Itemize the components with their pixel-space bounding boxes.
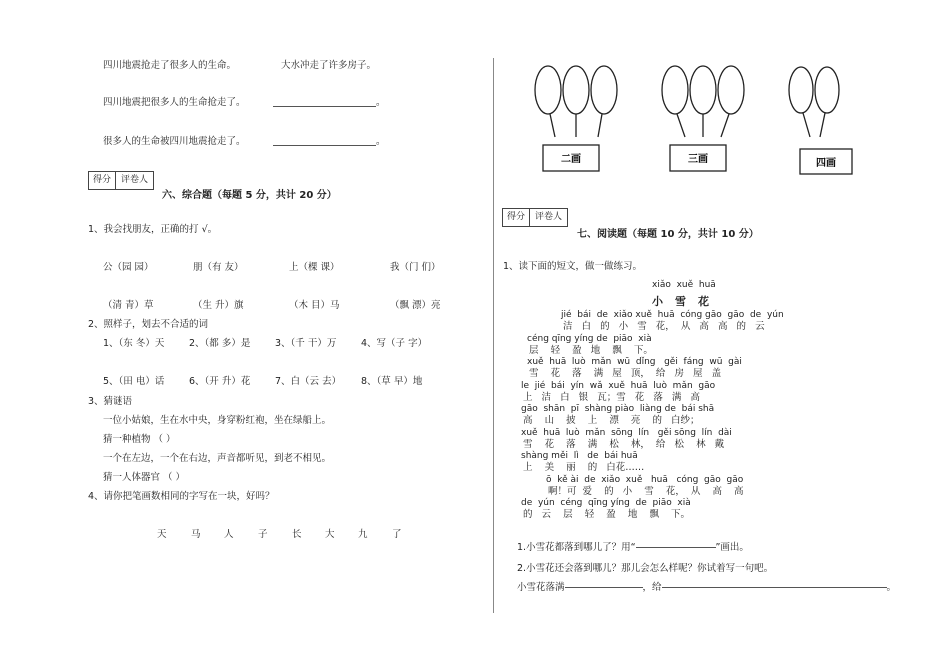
reviewer-label: 评卷人 bbox=[534, 212, 562, 222]
q2-option-2[interactable]: 3、（千 干）万 bbox=[275, 338, 337, 349]
story-title-pinyin: xiǎo xuě huā bbox=[652, 280, 716, 290]
balloon-label-two: 二画 bbox=[561, 154, 581, 165]
q1-option-0[interactable]: 公（园 园） bbox=[103, 262, 154, 273]
story-line-6: 上 美 丽 的 白花…… bbox=[523, 462, 645, 473]
reading-question-2: 2.小雪花还会落到哪儿？那儿会怎么样呢？你试着写一句吧。 bbox=[517, 563, 774, 574]
page-divider bbox=[493, 58, 494, 613]
q2-option-2[interactable]: 7、白（云 去） bbox=[275, 376, 342, 387]
story-pinyin-8: de yún céng qīng yíng de piāo xià bbox=[521, 498, 691, 508]
answer-blank-1[interactable] bbox=[273, 106, 376, 107]
character-6: 九 bbox=[358, 529, 368, 540]
q1-option-1[interactable]: （生 升）旗 bbox=[193, 300, 244, 311]
sentence-line-1: 大水冲走了许多房子。 bbox=[281, 60, 377, 71]
story-line-7: 啊！可 爱 的 小 雪 花， 从 高 高 bbox=[548, 485, 744, 497]
story-title: 小雪花 bbox=[652, 295, 721, 308]
character-0: 天 bbox=[157, 529, 167, 540]
riddle2: 一个在左边，一个在右边，声音都听见，到老不相见。 bbox=[103, 453, 332, 464]
character-7: 了 bbox=[392, 529, 402, 540]
balloon-group-two bbox=[535, 66, 617, 171]
riddle1-answer[interactable]: 猜一种植物 （ ） bbox=[103, 434, 176, 445]
q2-option-3[interactable]: 8、（草 早）地 bbox=[361, 376, 423, 387]
q4-text: 4、请你把笔画数相同的字写在一块，好吗？ bbox=[88, 491, 275, 502]
fill-blank-2[interactable] bbox=[662, 587, 887, 588]
story-line-3: 上 洁 白 银 瓦；雪 花 落 满 高 bbox=[523, 391, 700, 403]
underline-blank[interactable] bbox=[636, 547, 716, 548]
q2-text: 2、照样子，划去不合适的词 bbox=[88, 319, 209, 330]
character-1: 马 bbox=[191, 529, 201, 540]
story-pinyin-6: shàng měi lì de bái huā bbox=[521, 451, 638, 461]
riddle1: 一位小姑娘，生在水中央，身穿粉红袍，坐在绿船上。 bbox=[103, 415, 332, 426]
q2-option-0[interactable]: 5、（田 电）话 bbox=[103, 376, 165, 387]
reading-question-1: 1.小雪花都落到哪儿了？用“ ”画出。 bbox=[517, 542, 749, 553]
character-4: 长 bbox=[292, 529, 302, 540]
q2-option-1[interactable]: 2、（都 多）是 bbox=[189, 338, 251, 349]
balloon-group-four bbox=[789, 67, 852, 174]
q2-option-0[interactable]: 1、（东 冬）天 bbox=[103, 338, 165, 349]
fill-line: 小雪花落满 ，给 。 bbox=[517, 582, 897, 593]
score-label: 得分 bbox=[506, 212, 525, 222]
sentence-line-4: 很多人的生命被四川地震抢走了。 bbox=[103, 136, 246, 147]
fill-blank-1[interactable] bbox=[565, 587, 643, 588]
story-line-2: 雪 花 落 满 屋 顶， 给 房 屋 盖 bbox=[529, 368, 722, 379]
balloon-diagram bbox=[520, 55, 860, 180]
story-pinyin-3: le jié bái yín wǎ xuě huā luò mǎn gāo bbox=[521, 380, 716, 391]
character-3: 子 bbox=[258, 529, 268, 540]
sentence-line-3: 。 bbox=[376, 97, 386, 108]
q1-option-2[interactable]: 上（棵 课） bbox=[289, 262, 340, 273]
score-box-section7 bbox=[502, 208, 568, 227]
balloon-label-three: 三画 bbox=[688, 154, 708, 165]
section7-title: 七、阅读题（每题 10 分，共计 10 分） bbox=[577, 229, 759, 240]
q1-option-3[interactable]: （飘 漂）亮 bbox=[390, 300, 441, 311]
answer-blank-2[interactable] bbox=[273, 145, 376, 146]
q1-option-3[interactable]: 我（门 们） bbox=[390, 262, 441, 273]
story-line-5: 雪 花 落 满 松 林， 给 松 林 戴 bbox=[523, 438, 725, 450]
q1-text: 1、我会找朋友，正确的打 √。 bbox=[88, 224, 218, 235]
story-pinyin-5: xuě huā luò mǎn sōng lín gěi sōng lín dài bbox=[521, 427, 732, 438]
story-pinyin-7: ō kě ài de xiǎo xuě huā cóng gāo gāo bbox=[546, 474, 744, 485]
story-pinyin-0: jié bái de xiǎo xuě huā cóng gāo gāo de yún bbox=[561, 310, 784, 320]
q2-option-1[interactable]: 6、（开 升）花 bbox=[189, 376, 251, 387]
balloon-label-four: 四画 bbox=[816, 158, 836, 169]
story-pinyin-2: xuě huā luò mǎn wū dǐng gěi fáng wū gài bbox=[527, 357, 742, 367]
q1-option-0[interactable]: （清 青）草 bbox=[103, 300, 154, 311]
score-box-section6 bbox=[88, 171, 154, 190]
story-line-8: 的 云 层 轻 盈 地 飘 下。 bbox=[523, 509, 691, 520]
story-pinyin-1: céng qīng yíng de piāo xià bbox=[527, 333, 652, 344]
q1-option-2[interactable]: （木 目）马 bbox=[289, 300, 340, 311]
sentence-line-5: 。 bbox=[376, 136, 386, 147]
q3-text: 3、猜谜语 bbox=[88, 396, 133, 407]
q2-option-3[interactable]: 4、写（子 字） bbox=[361, 338, 428, 349]
character-5: 大 bbox=[325, 529, 335, 540]
section6-title: 六、综合题（每题 5 分，共计 20 分） bbox=[162, 190, 337, 201]
q1-option-1[interactable]: 朋（有 友） bbox=[193, 262, 244, 273]
story-line-0: 洁 白 的 小 雪 花， 从 高 高 的 云 bbox=[563, 321, 765, 332]
character-2: 人 bbox=[224, 529, 234, 540]
score-label: 得分 bbox=[92, 175, 111, 185]
reading-q1: 1、读下面的短文，做一做练习。 bbox=[503, 261, 643, 272]
balloon-group-three bbox=[662, 66, 744, 171]
reviewer-label: 评卷人 bbox=[120, 175, 148, 185]
story-line-4: 高 山 披 上 漂 亮 的 白纱； bbox=[523, 415, 700, 426]
sentence-line-0: 四川地震抢走了很多人的生命。 bbox=[103, 60, 237, 71]
sentence-line-2: 四川地震把很多人的生命抢走了。 bbox=[103, 97, 246, 108]
story-line-1: 层 轻 盈 地 飘 下。 bbox=[529, 344, 653, 356]
story-pinyin-4: gāo shān pī shàng piào liàng de bái shā bbox=[521, 404, 715, 414]
riddle2-answer[interactable]: 猜一人体器官 （ ） bbox=[103, 472, 186, 483]
